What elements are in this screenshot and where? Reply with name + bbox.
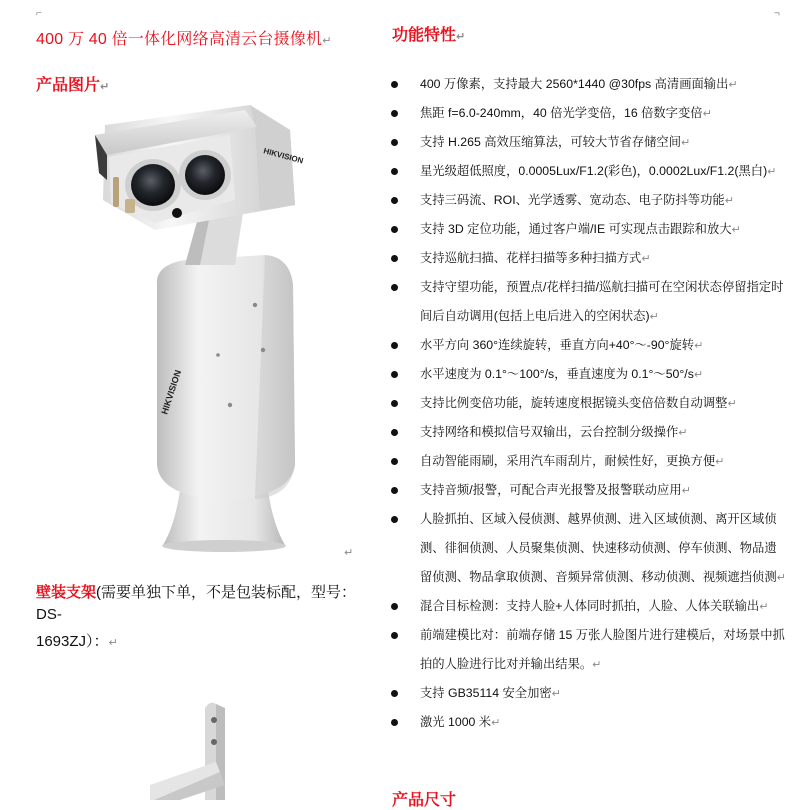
- feature-item: 水平速度为 0.1°～100°/s，垂直速度为 0.1°～50°/s↵: [388, 360, 788, 389]
- feature-item: 星光级超低照度，0.0005Lux/F1.2(彩色)，0.0002Lux/F1.2(黑白)↵: [388, 157, 788, 186]
- pedestal-brand-text: HIKVISION: [159, 368, 184, 416]
- product-title: 400 万 40 倍一体化网络高清云台摄像机↵: [36, 31, 332, 48]
- dimensions-heading: 产品尺寸: [392, 792, 457, 809]
- wall-mount-note-line2: 1693ZJ）：↵: [36, 633, 118, 650]
- product-image-heading: 产品图片↵: [36, 77, 110, 94]
- wall-mount-note-line1: (需要单独下单，不是包装标配，型号：DS-: [36, 584, 357, 623]
- corner-mark-left: ⌐: [36, 8, 42, 19]
- paragraph-mark: ↵: [344, 546, 354, 559]
- feature-item: 支持三码流、ROI、光学透雾、宽动态、电子防抖等功能↵: [388, 186, 788, 215]
- feature-item: 自动智能雨刷，采用汽车雨刮片，耐候性好，更换方便↵: [388, 447, 788, 476]
- features-heading: 功能特性↵: [392, 27, 466, 44]
- feature-item: 焦距 f=6.0-240mm，40 倍光学变倍，16 倍数字变倍↵: [388, 99, 788, 128]
- camera-image: [85, 105, 375, 555]
- corner-mark-right: ¬: [774, 8, 780, 19]
- feature-list: [388, 70, 788, 737]
- feature-item: 混合目标检测：支持人脸+人体同时抓拍，人脸、人体关联输出↵: [388, 592, 788, 621]
- feature-item: 支持比例变倍功能，旋转速度根据镜头变倍倍数自动调整↵: [388, 389, 788, 418]
- feature-item: 支持巡航扫描、花样扫描等多种扫描方式↵: [388, 244, 788, 273]
- feature-item: 激光 1000 米↵: [388, 708, 788, 737]
- feature-item: 支持 H.265 高效压缩算法，可较大节省存储空间↵: [388, 128, 788, 157]
- feature-item: 支持守望功能，预置点/花样扫描/巡航扫描可在空闲状态停留指定时间后自动调用(包括上电后进入的空闲状态)↵: [388, 273, 788, 331]
- feature-item: 支持 GB35114 安全加密↵: [388, 679, 788, 708]
- camera-brand-text: HIKVISION: [262, 146, 305, 166]
- feature-item: 支持网络和模拟信号双输出，云台控制分级操作↵: [388, 418, 788, 447]
- wall-mount-note: [36, 582, 376, 626]
- wall-mount-heading: 壁装支架: [36, 584, 97, 601]
- feature-item: 支持音频/报警，可配合声光报警及报警联动应用↵: [388, 476, 788, 505]
- wall-bracket-image: [150, 690, 280, 800]
- feature-item: 人脸抓拍、区域入侵侦测、越界侦测、进入区域侦测、离开区域侦测、徘徊侦测、人员聚集侦测、快速移动侦测、停车侦测、物品遗留侦测、物品拿取侦测、音频异常侦测、移动侦测、视频遮挡侦测↵: [388, 505, 788, 592]
- feature-item: 400 万像素，支持最大 2560*1440 @30fps 高清画面输出↵: [388, 70, 788, 99]
- feature-item: 前端建模比对：前端存储 15 万张人脸图片进行建模后，对场景中抓拍的人脸进行比对并输出结果。↵: [388, 621, 788, 679]
- feature-item: 水平方向 360°连续旋转，垂直方向+40°～-90°旋转↵: [388, 331, 788, 360]
- feature-item: 支持 3D 定位功能，通过客户端/IE 可实现点击跟踪和放大↵: [388, 215, 788, 244]
